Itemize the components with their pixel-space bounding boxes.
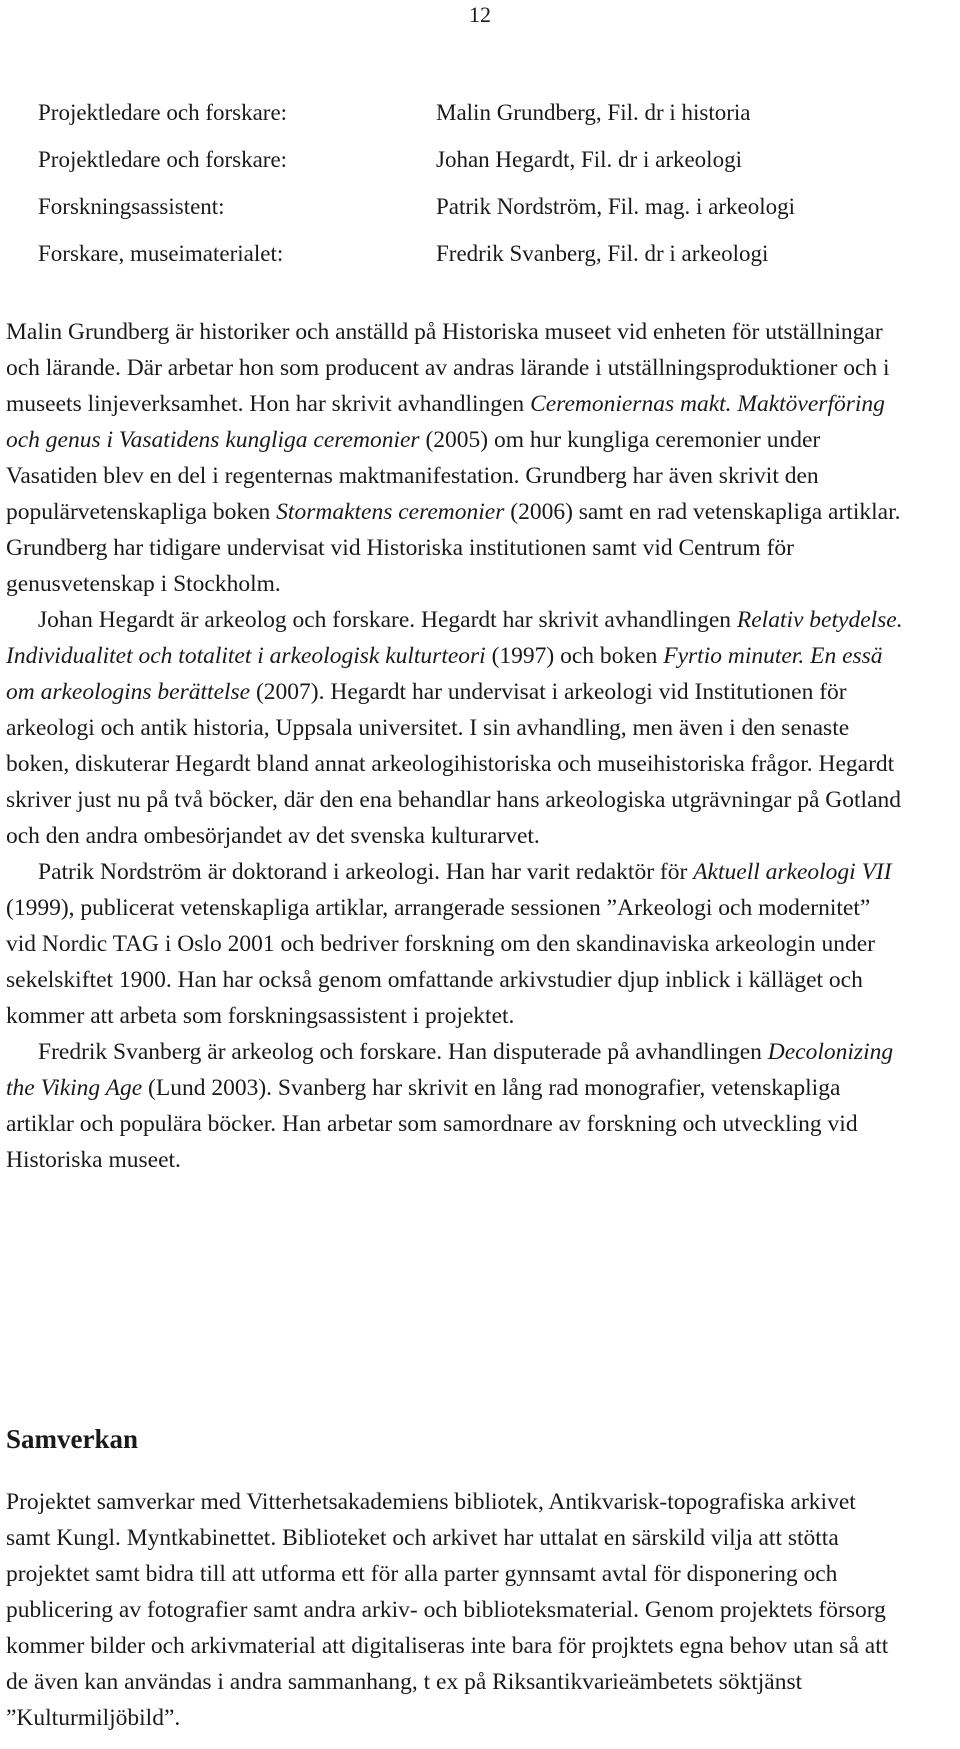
staff-person: Johan Hegardt, Fil. dr i arkeologi	[436, 147, 742, 172]
book-title: Ceremoniernas makt. Maktöverföring och genus i Vasatidens kungliga ceremonier	[6, 391, 885, 453]
bio-text: (1999), publicerat vetenskapliga artiklar, arrangerade sessionen ”Arkeologi och modernitet” vid Nordic TAG i Oslo 2001 och bedriver forskning om den skandinaviska arkeologin under sekelskiftet 1900. Han har också genom omfattande arkivstudier djup inblick i källäget och kommer att arbeta som forskningsassistent i projektet.	[6, 895, 875, 1029]
bio-text: (1997) och boken	[485, 643, 664, 669]
staff-person: Malin Grundberg, Fil. dr i historia	[436, 100, 751, 125]
bio-text: (2007). Hegardt har undervisat i arkeologi vid Institutionen för arkeologi och antik historia, Uppsala universitet. I sin avhandling, men även i den senaste boken, diskuterar Hegardt bland annat arkeologihistoriska och museihistoriska frågor. Hegardt skriver just nu på två böcker, där den ena behandlar hans arkeologiska utgrävningar på Gotland och den andra ombesörjandet av det svenska kulturarvet.	[6, 679, 902, 849]
bio-text: Malin Grundberg är historiker och anställd på Historiska museet vid enheten för utställningar och lärande. Där arbetar hon som producent av andras lärande i utställningsproduktioner och i museets linjeverksamhet. Hon har skrivit avhandlingen	[6, 319, 890, 417]
book-title: Decolonizing the Viking Age	[6, 1039, 894, 1101]
staff-person: Patrik Nordström, Fil. mag. i arkeologi	[436, 194, 796, 219]
bio-text: Patrik Nordström är doktorand i arkeologi. Han har varit redaktör för	[38, 859, 694, 885]
bio-text: Fredrik Svanberg är arkeolog och forskare. Han disputerade på avhandlingen	[38, 1039, 768, 1065]
bio-grundberg	[6, 314, 906, 602]
book-title: Fyrtio minuter. En essä om arkeologins berättelse	[6, 643, 883, 705]
staff-role: Projektledare och forskare:	[38, 147, 288, 172]
book-title: Stormaktens ceremonier	[276, 499, 505, 525]
bio-nordstrom	[6, 854, 906, 1034]
section-paragraph: Projektet samverkar med Vitterhetsakademiens bibliotek, Antikvarisk-topografiska arkivet samt Kungl. Myntkabinettet. Biblioteket och arkivet har uttalat en särskild vilja att stötta projektet samt bidra till att utforma ett för alla parter gynnsamt avtal för disponering och publicering av fotografier samt andra arkiv- och biblioteksmaterial. Genom projektets försorg kommer bilder och arkivmaterial att digitaliseras inte bara för projktets egna behov utan så att de även kan användas i andra sammanhang, t ex på Riksantikvarieämbetets söktjänst ”Kulturmiljöbild”.	[6, 1489, 889, 1731]
staff-list	[38, 96, 918, 284]
staff-role: Forskningsassistent:	[38, 194, 225, 219]
staff-row	[38, 96, 918, 143]
staff-row	[38, 143, 918, 190]
staff-role: Projektledare och forskare:	[38, 100, 288, 125]
bio-text: Johan Hegardt är arkeolog och forskare. Hegardt har skrivit avhandlingen	[38, 607, 737, 633]
staff-role: Forskare, museimaterialet:	[38, 241, 284, 266]
book-title: Relativ betydelse. Individualitet och totalitet i arkeologisk kulturteori	[6, 607, 903, 669]
staff-person: Fredrik Svanberg, Fil. dr i arkeologi	[436, 241, 769, 266]
bio-svanberg	[6, 1034, 906, 1178]
bio-hegardt	[6, 602, 906, 854]
book-title: Aktuell arkeologi VII	[693, 859, 892, 885]
section-heading: Samverkan	[6, 1424, 139, 1454]
bio-text: (2005) om hur kungliga ceremonier under Vasatiden blev en del i regenternas maktmanifestation. Grundberg har även skrivit den populärvetenskapliga boken	[6, 427, 821, 525]
page-number: 12	[469, 2, 491, 27]
bio-section	[6, 314, 906, 1178]
staff-row	[38, 190, 918, 237]
bio-text: (Lund 2003). Svanberg har skrivit en lång rad monografier, vetenskapliga artiklar och populära böcker. Han arbetar som samordnare av forskning och utveckling vid Historiska museet.	[6, 1075, 858, 1173]
staff-row	[38, 237, 918, 284]
bio-text: (2006) samt en rad vetenskapliga artiklar. Grundberg har tidigare undervisat vid Historiska institutionen samt vid Centrum för genusvetenskap i Stockholm.	[6, 499, 901, 597]
